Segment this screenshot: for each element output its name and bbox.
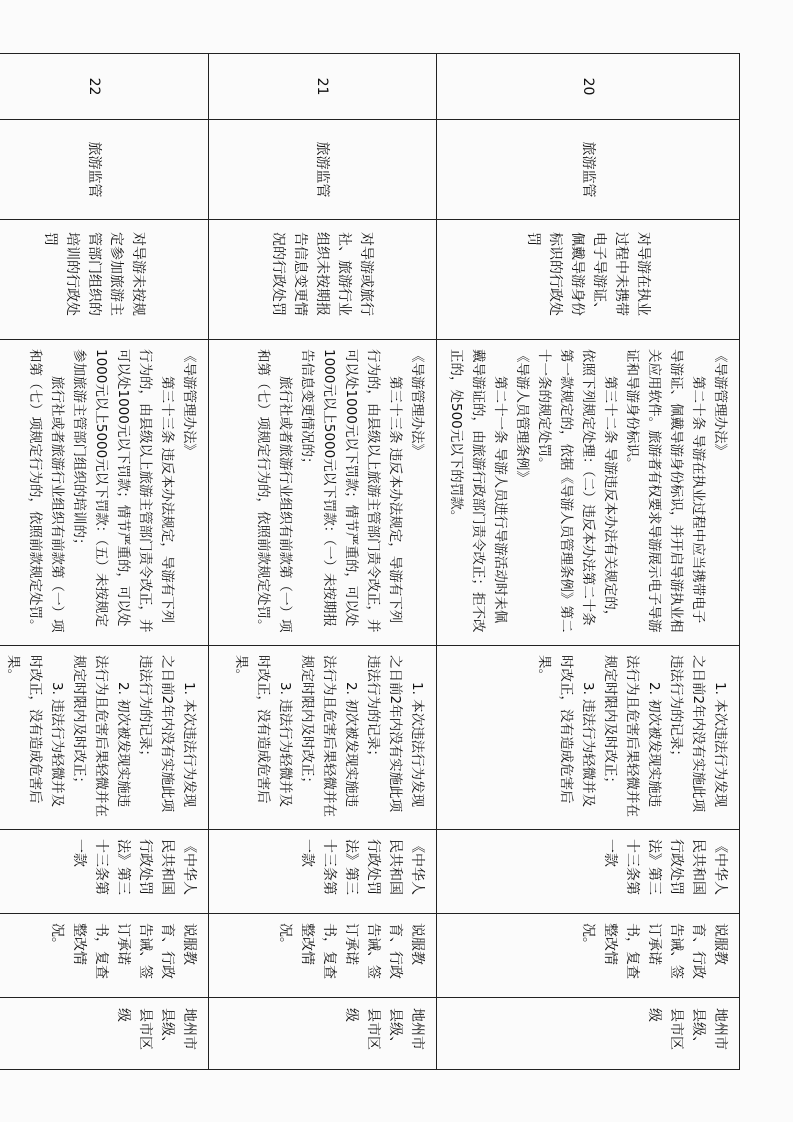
basis-line: 第三十三条 违反本办法规定，导游有下列行为的，由县级以上旅游主管部门责令改正，并可以处1000元以下罚款；情节严重的，可以处1000元以上5000元以下罚款：（五）未按规定参加旅游主管部门组织的培训的； (70, 349, 175, 633)
row-level: 地州市县级、县市区级 (0, 998, 208, 1070)
row-legal-basis (0, 340, 208, 646)
row-number: 20 (436, 54, 739, 120)
row-measures: 说服教育、行政告诫、签订承诺书，复查整改情况。 (436, 914, 739, 998)
row-item-name: 对导游未按规定参加旅游主管部门组织的培训的行政处罚 (0, 220, 208, 340)
row-number: 22 (0, 54, 208, 120)
basis-line: 旅行社或者旅游行业组织有前款第（一）项和第（七）项规定行为的，依照前款规定处罚。 (26, 349, 65, 633)
row-number: 21 (208, 54, 436, 120)
row-legal-basis (208, 340, 436, 646)
row-standard (208, 646, 436, 830)
row-standard (0, 646, 208, 830)
basis-line: 第二十一条 导游人员进行导游活动时未佩戴导游证的，由旅游行政部门责令改正；拒不改正的，处500元以下的罚款。 (447, 349, 508, 633)
standard-line: 3. 违法行为轻微并及时改正，没有造成危害后果。 (535, 655, 596, 808)
table-row (436, 54, 739, 1070)
row-category: 旅游监管 (0, 120, 208, 220)
row-level: 地州市县级、县市区级 (436, 998, 739, 1070)
basis-line: 《导游管理办法》 (711, 349, 728, 457)
basis-line: 第三十二条 导游违反本办法有关规定的，依照下列规定处理：（二）违反本办法第二十条第一款规定的，依据《导游人员管理条例》第二十一条的规定处罚。 (535, 349, 618, 633)
standard-line: 1. 本次违法行为发现之日前2年内没有实施此项违法行为的记录； (667, 655, 728, 813)
standard-line: 2. 初次被发现实施违法行为且危害后果轻微并在规定时限内及时改正； (298, 655, 359, 817)
basis-line: 旅行社或者旅游行业组织有前款第（一）项和第（七）项规定行为的，依照前款规定处罚。 (254, 349, 293, 633)
standard-line: 1. 本次违法行为发现之日前2年内没有实施此项违法行为的记录； (136, 655, 197, 813)
rotated-table-wrapper (4, 53, 740, 1069)
row-item-name: 对导游在执业过程中未携带电子导游证、佩戴导游身份标识的行政处罚 (436, 220, 739, 340)
row-level: 地州市县级、县市区级 (208, 998, 436, 1070)
row-category: 旅游监管 (208, 120, 436, 220)
standard-line: 2. 初次被发现实施违法行为且危害后果轻微并在规定时限内及时改正； (70, 655, 131, 817)
row-category: 旅游监管 (436, 120, 739, 220)
basis-line: 《导游管理办法》 (408, 349, 425, 457)
table-row (208, 54, 436, 1070)
basis-line: 第三十三条 违反本办法规定，导游有下列行为的，由县级以上旅游主管部门责令改正，并可以处1000元以下罚款；情节严重的，可以处1000元以上5000元以下罚款：（一）未按期报告信息变更情况的； (298, 349, 403, 633)
row-measures: 说服教育、行政告诫、签订承诺书，复查整改情况。 (0, 914, 208, 998)
standard-line: 2. 初次被发现实施违法行为且危害后果轻微并在规定时限内及时改正； (601, 655, 662, 817)
row-measures: 说服教育、行政告诫、签订承诺书，复查整改情况。 (208, 914, 436, 998)
row-standard (436, 646, 739, 830)
table-row (0, 54, 208, 1070)
basis-line: 《导游管理办法》 (180, 349, 197, 457)
standard-line: 3. 违法行为轻微并及时改正，没有造成危害后果。 (232, 655, 293, 808)
row-item-name: 对导游或旅行社、旅游行业组织未按期报告信息变更情况的行政处罚 (208, 220, 436, 340)
row-law-reference: 《中华人民共和国行政处罚法》第三十三条第一款 (0, 830, 208, 914)
row-legal-basis (436, 340, 739, 646)
standard-line: 1. 本次违法行为发现之日前2年内没有实施此项违法行为的记录； (364, 655, 425, 813)
basis-line: 第二十条 导游在执业过程中应当携带电子导游证、佩戴导游身份标识，并开启导游执业相关应用软件。旅游者有权要求导游展示电子导游证和导游身份标识。 (623, 349, 706, 633)
row-law-reference: 《中华人民共和国行政处罚法》第三十三条第一款 (208, 830, 436, 914)
basis-line: 《导游人员管理条例》 (513, 349, 530, 484)
standard-line: 3. 违法行为轻微并及时改正，没有造成危害后果。 (4, 655, 65, 808)
penalty-exemption-table (0, 53, 740, 1070)
row-law-reference: 《中华人民共和国行政处罚法》第三十三条第一款 (436, 830, 739, 914)
